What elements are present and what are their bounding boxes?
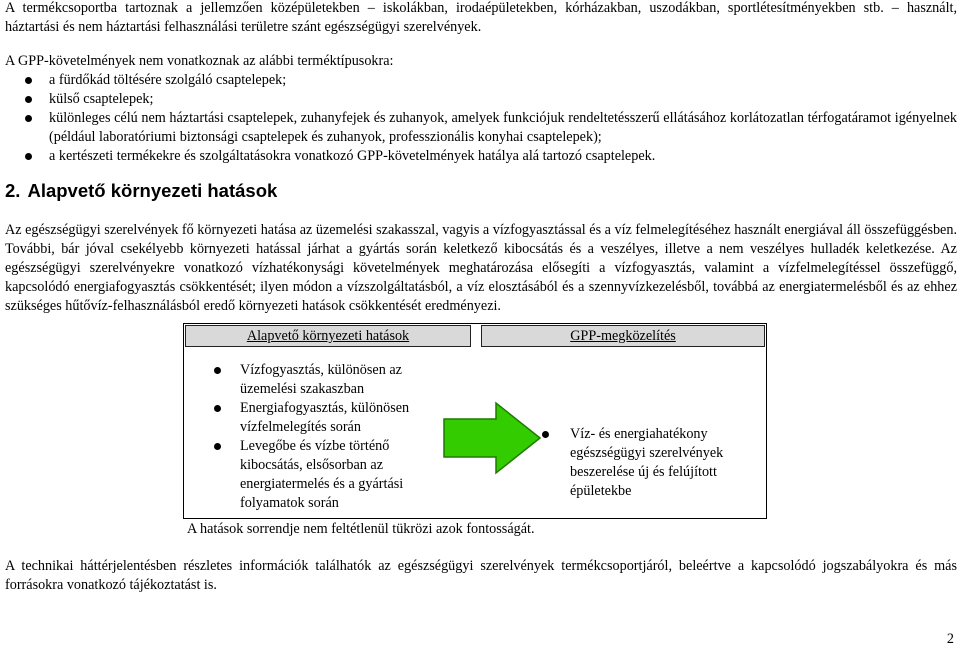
exclusion-item: a kertészeti termékekre és szolgáltatásokra vonatkozó GPP-követelmények hatálya alá tartozó csaptelepek. <box>5 147 957 166</box>
section-number: 2. <box>5 180 21 201</box>
bullet-icon <box>214 405 221 412</box>
bullet-icon <box>25 153 32 160</box>
impact-item: Energiafogyasztás, különösen vízfelmelegítés során <box>204 399 444 437</box>
impacts-list <box>204 361 444 513</box>
closing-paragraph: A technikai háttérjelentésben részletes információk találhatók az egészségügyi szerelvények termékcsoportjáról, beleértve a kapcsolódó jogszabályokra és más forrásokra vonatkozó tájékoztatást is. <box>5 558 957 593</box>
exclusion-item: a fürdőkád töltésére szolgáló csaptelepek; <box>5 71 957 90</box>
bullet-icon <box>25 96 32 103</box>
left-column-header: Alapvető környezeti hatások <box>185 325 471 347</box>
diagram-caption: A hatások sorrendje nem feltétlenül tükrözi azok fontosságát. <box>187 521 535 537</box>
section-heading <box>5 179 277 203</box>
bullet-icon <box>214 367 221 374</box>
bullet-icon <box>25 115 32 122</box>
bullet-icon <box>214 443 221 450</box>
bullet-icon <box>542 431 549 438</box>
exclusion-item: külső csaptelepek; <box>5 90 957 109</box>
impacts-column <box>204 361 444 513</box>
exclusion-item: különleges célú nem háztartási csaptelepek, zuhanyfejek és zuhanyok, amelyek funkciójuk rendeltetésszerű ellátásához korlátozatlan térfogatáramot igényelnek (például laboratóriumi biztonsági csaptelepek és zuhanyok, professzionális konyhai csaptelepek); <box>5 109 957 147</box>
intro-line-1: A termékcsoportba tartoznak a jellemzően középületekben – iskolákban, irodaépületekben, kórházakban, uszodákban, sportlétesítményekben stb. – használt, <box>5 0 957 16</box>
intro-line-2: háztartási és nem háztartási felhasználási területre szánt egészségügyi szerelvények. <box>5 19 482 35</box>
exclusions-list <box>5 71 957 166</box>
gpp-column <box>536 425 756 501</box>
gpp-item: Víz- és energiahatékony egészségügyi szerelvények beszerelése új és felújított épületekbe <box>536 425 756 501</box>
bullet-icon <box>25 77 32 84</box>
right-column-header: GPP-megközelítés <box>481 325 765 347</box>
impacts-paragraph: Az egészségügyi szerelvények fő környezeti hatása az üzemelési szakasszal, vagyis a vízfogyasztással és a víz felmelegítéséhez használt energiával áll összefüggésben. További, bár jóval csekélyebb környezeti hatással járhat a gyártás során keletkező kibocsátás és a veszélyes, illetve a nem veszélyes hulladék keletkezése. Az egészségügyi szerelvényekre vonatkozó vízhatékonysági követelmények meghatározása elősegíti a vízfogyasztás, valamint a vízfelmelegítéssel összefüggő, kapcsolódó energiafogyasztás csökkentését; ilyen módon a vízszolgáltatásból, a víz elosztásából és a szennyvízkezelésből, továbbá az energiatermelésből és az ehhez szükséges hűtővíz-felhasználásból eredő környezeti hatások csökkentését eredményezi. <box>5 222 957 314</box>
impacts-diagram <box>183 323 767 519</box>
section-title: Alapvető környezeti hatások <box>27 180 278 201</box>
page-number: 2 <box>946 631 954 647</box>
gpp-list <box>536 425 756 501</box>
right-arrow-icon <box>442 401 542 475</box>
exclusions-intro: A GPP-követelmények nem vonatkoznak az alábbi terméktípusokra: <box>5 53 394 69</box>
impact-item: Vízfogyasztás, különösen az üzemelési szakaszban <box>204 361 444 399</box>
impact-item: Levegőbe és vízbe történő kibocsátás, elsősorban az energiatermelés és a gyártási folyamatok során <box>204 437 444 513</box>
